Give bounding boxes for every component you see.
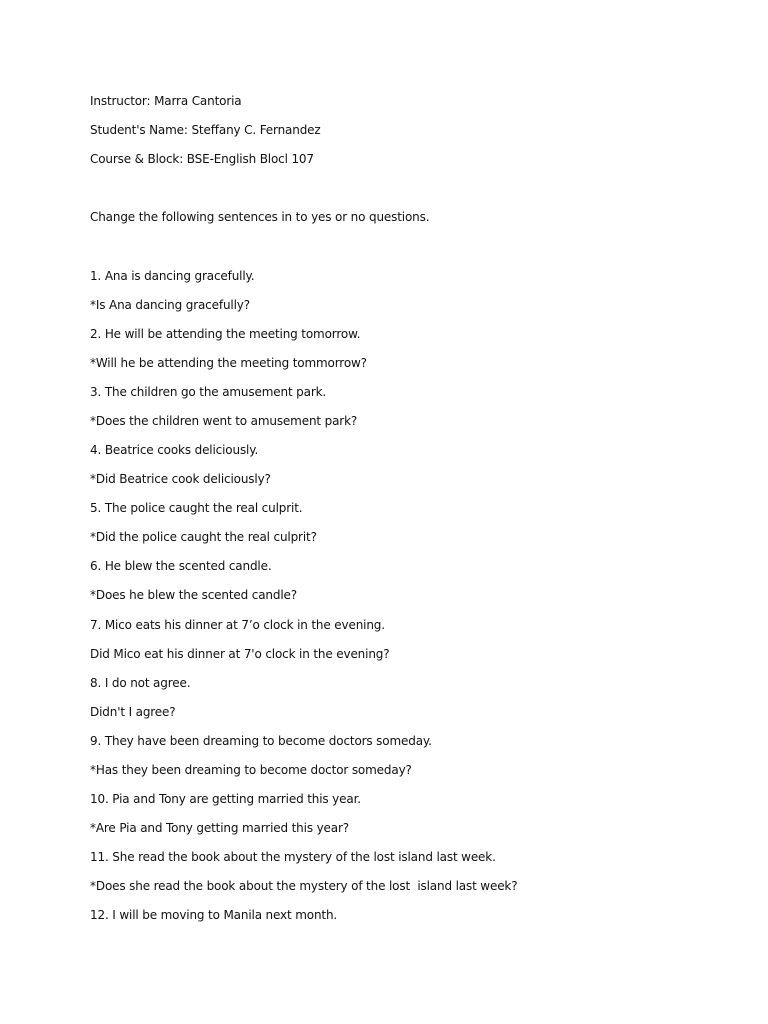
item-3-answer: *Does the children went to amusement park? <box>90 414 358 428</box>
item-11-sentence: 11. She read the book about the mystery of the lost island last week. <box>90 850 496 864</box>
item-9-answer: *Has they been dreaming to become doctor someday? <box>90 763 412 777</box>
item-11-answer: *Does she read the book about the mystery of the lost island last week? <box>90 879 518 893</box>
item-9-sentence: 9. They have been dreaming to become doctors someday. <box>90 734 432 748</box>
item-1-sentence: 1. Ana is dancing gracefully. <box>90 269 255 283</box>
item-2-answer: *Will he be attending the meeting tommorrow? <box>90 356 367 370</box>
item-8-answer: Didn't I agree? <box>90 705 176 719</box>
item-3-sentence: 3. The children go the amusement park. <box>90 385 327 399</box>
item-12-sentence: 12. I will be moving to Manila next month. <box>90 908 338 922</box>
item-10-answer: *Are Pia and Tony getting married this year? <box>90 821 349 835</box>
item-6-sentence: 6. He blew the scented candle. <box>90 559 272 573</box>
instructions-line: Change the following sentences in to yes or no questions. <box>90 210 430 224</box>
item-10-sentence: 10. Pia and Tony are getting married this year. <box>90 792 361 806</box>
item-7-sentence: 7. Mico eats his dinner at 7’o clock in the evening. <box>90 618 385 632</box>
item-5-sentence: 5. The police caught the real culprit. <box>90 501 303 515</box>
item-1-answer: *Is Ana dancing gracefully? <box>90 298 250 312</box>
student-name-line: Student's Name: Steffany C. Fernandez <box>90 123 321 137</box>
item-5-answer: *Did the police caught the real culprit? <box>90 530 317 544</box>
instructor-line: Instructor: Marra Cantoria <box>90 94 242 108</box>
item-6-answer: *Does he blew the scented candle? <box>90 588 297 602</box>
item-4-answer: *Did Beatrice cook deliciously? <box>90 472 271 486</box>
item-7-answer: Did Mico eat his dinner at 7'o clock in the evening? <box>90 647 390 661</box>
item-2-sentence: 2. He will be attending the meeting tomorrow. <box>90 327 361 341</box>
course-block-line: Course & Block: BSE-English Blocl 107 <box>90 152 314 166</box>
item-4-sentence: 4. Beatrice cooks deliciously. <box>90 443 259 457</box>
item-8-sentence: 8. I do not agree. <box>90 676 191 690</box>
